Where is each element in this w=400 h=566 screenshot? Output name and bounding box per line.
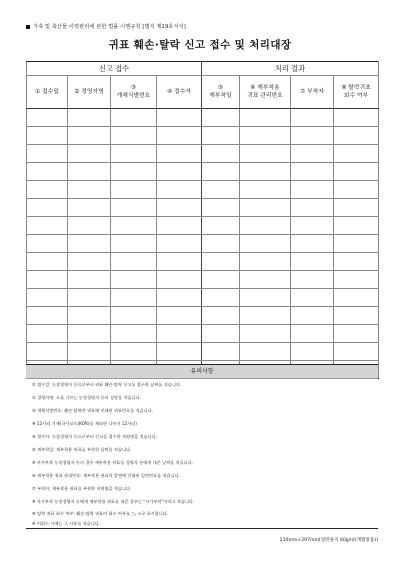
table-row xyxy=(27,217,379,235)
table-cell[interactable] xyxy=(240,289,291,307)
table-cell[interactable] xyxy=(291,343,334,361)
table-cell[interactable] xyxy=(27,199,68,217)
table-cell[interactable] xyxy=(334,271,379,289)
table-cell[interactable] xyxy=(68,109,111,127)
table-body xyxy=(27,109,379,379)
table-cell[interactable] xyxy=(68,271,111,289)
table-row xyxy=(27,199,379,217)
column-header-manager-name: ② 경영자명 xyxy=(68,76,111,109)
table-cell[interactable] xyxy=(291,163,334,181)
table-cell[interactable] xyxy=(27,235,68,253)
table-cell[interactable] xyxy=(334,253,379,271)
table-cell[interactable] xyxy=(157,343,202,361)
table-row xyxy=(27,289,379,307)
table-cell[interactable] xyxy=(27,181,68,199)
table-cell[interactable] xyxy=(240,217,291,235)
table-cell[interactable] xyxy=(68,127,111,145)
column-header-identification-number: ③ 개체식별번호 xyxy=(111,76,157,109)
table-cell[interactable] xyxy=(68,217,111,235)
table-cell[interactable] xyxy=(334,289,379,307)
table-cell[interactable] xyxy=(111,163,157,181)
table-cell[interactable] xyxy=(291,181,334,199)
table-cell[interactable] xyxy=(202,217,240,235)
table-cell[interactable] xyxy=(68,289,111,307)
table-cell[interactable] xyxy=(111,127,157,145)
table-cell[interactable] xyxy=(157,163,202,181)
table-cell[interactable] xyxy=(68,307,111,325)
table-cell[interactable] xyxy=(202,181,240,199)
table-cell[interactable] xyxy=(157,127,202,145)
table-cell[interactable] xyxy=(157,235,202,253)
table-cell[interactable] xyxy=(111,307,157,325)
table-cell[interactable] xyxy=(202,127,240,145)
table-cell[interactable] xyxy=(202,163,240,181)
note-item: ⑥ 재부착용 귀표 관리번호: 재부착용 귀표의 앞면에 인쇄된 일련번호를 적습니다. xyxy=(32,473,180,478)
table-cell[interactable] xyxy=(291,325,334,343)
table-cell[interactable] xyxy=(334,307,379,325)
table-cell[interactable] xyxy=(68,253,111,271)
table-cell[interactable] xyxy=(111,109,157,127)
table-cell[interactable] xyxy=(68,199,111,217)
table-cell[interactable] xyxy=(240,181,291,199)
table-cell[interactable] xyxy=(111,253,157,271)
table-cell[interactable] xyxy=(68,325,111,343)
table-cell[interactable] xyxy=(157,109,202,127)
table-cell[interactable] xyxy=(27,145,68,163)
table-cell[interactable] xyxy=(291,217,334,235)
table-row xyxy=(27,307,379,325)
notes-section xyxy=(26,378,378,529)
table-cell[interactable] xyxy=(291,109,334,127)
table-cell[interactable] xyxy=(157,181,202,199)
table-cell[interactable] xyxy=(111,271,157,289)
table-cell[interactable] xyxy=(111,343,157,361)
table-row xyxy=(27,109,379,127)
table-cell[interactable] xyxy=(157,217,202,235)
table-cell[interactable] xyxy=(157,199,202,217)
table-cell[interactable] xyxy=(202,289,240,307)
note-item: ※ 12자리 기재(국가코드(KOR)를 제외한 나머지 12자리) xyxy=(32,421,137,426)
table-cell[interactable] xyxy=(157,307,202,325)
table-cell[interactable] xyxy=(111,289,157,307)
table-cell[interactable] xyxy=(68,343,111,361)
table-cell[interactable] xyxy=(111,181,157,199)
table-cell[interactable] xyxy=(334,145,379,163)
table-cell[interactable] xyxy=(202,235,240,253)
table-cell[interactable] xyxy=(111,235,157,253)
table-cell[interactable] xyxy=(202,307,240,325)
column-header-tag-recovery: ⑧ 탈락귀표 회수 여부 xyxy=(334,76,379,109)
table-cell[interactable] xyxy=(291,253,334,271)
table-cell[interactable] xyxy=(291,199,334,217)
table-cell[interactable] xyxy=(240,325,291,343)
note-item: ① 접수일: 농장경영자 등으로부터 귀표 훼손·탈락 신고를 접수한 날짜를 적습니다. xyxy=(32,382,182,387)
table-row xyxy=(27,343,379,361)
table-cell[interactable] xyxy=(27,289,68,307)
table-cell[interactable] xyxy=(291,127,334,145)
table-cell[interactable] xyxy=(202,271,240,289)
table-cell[interactable] xyxy=(111,199,157,217)
table-cell[interactable] xyxy=(334,199,379,217)
table-cell[interactable] xyxy=(202,343,240,361)
note-item: ③ 개체식별번호: 훼손·탈락한 귀표에 인쇄된 귀표번호를 적습니다. xyxy=(32,408,153,413)
table-cell[interactable] xyxy=(334,109,379,127)
table-cell[interactable] xyxy=(27,163,68,181)
table-cell[interactable] xyxy=(157,289,202,307)
table-cell[interactable] xyxy=(202,109,240,127)
table-cell[interactable] xyxy=(240,163,291,181)
table-row xyxy=(27,253,379,271)
table-cell[interactable] xyxy=(27,109,68,127)
column-header-reattach-date: ⑤ 재부착일 xyxy=(202,76,240,109)
table-cell[interactable] xyxy=(291,289,334,307)
table-cell[interactable] xyxy=(291,307,334,325)
table-cell[interactable] xyxy=(334,343,379,361)
table-cell[interactable] xyxy=(68,181,111,199)
table-cell[interactable] xyxy=(240,253,291,271)
table-cell[interactable] xyxy=(334,217,379,235)
group-header-result: 처리 결과 xyxy=(202,62,379,76)
table-cell[interactable] xyxy=(27,307,68,325)
table-cell[interactable] xyxy=(27,253,68,271)
note-item: ※ 미회수 시에는 그 사유를 적습니다. xyxy=(32,521,101,526)
register-table xyxy=(26,61,379,379)
table-cell[interactable] xyxy=(157,253,202,271)
paper-size-footer: 210mm×297mm[일반용지 60g/㎡(재활용품)] xyxy=(279,538,378,543)
table-cell[interactable] xyxy=(334,127,379,145)
table-cell[interactable] xyxy=(111,325,157,343)
table-row xyxy=(27,235,379,253)
note-item: ④ 접수자: 농장경영자 등으로부터 신고를 접수한 직원명을 적습니다. xyxy=(32,434,158,439)
table-cell[interactable] xyxy=(202,325,240,343)
table-cell[interactable] xyxy=(202,145,240,163)
table-cell[interactable] xyxy=(240,109,291,127)
table-cell[interactable] xyxy=(111,217,157,235)
note-item: ⑤ 재부착일: 재부착용 귀표를 부착한 날짜를 적습니다. xyxy=(32,447,132,452)
table-cell[interactable] xyxy=(27,217,68,235)
table-cell[interactable] xyxy=(334,235,379,253)
table-cell[interactable] xyxy=(68,235,111,253)
square-bullet-icon xyxy=(26,25,30,29)
table-cell[interactable] xyxy=(334,181,379,199)
table-row xyxy=(27,127,379,145)
note-item: ※ 자가부착 농장경영자 등에게 재부착용 귀표를 내준 경우는 "자가부착"이라고 적습니다. xyxy=(32,499,195,504)
table-cell[interactable] xyxy=(157,271,202,289)
note-item: ※ 자가부착 농장경영자 등의 경우 재부착용 귀표를 경영자 등에게 내준 날짜를 적습니다. xyxy=(32,460,194,465)
note-item: ⑧ 탈락 귀표 회수 여부: 훼손·탈락 귀표의 회수 여부를 ○, ×로 표시합니다. xyxy=(32,511,169,516)
table-cell[interactable] xyxy=(157,325,202,343)
table-cell[interactable] xyxy=(291,145,334,163)
table-cell[interactable] xyxy=(111,145,157,163)
column-header-tag-management-number: ⑥ 재부착용 귀표 관리번호 xyxy=(240,76,291,109)
column-header-attacher: ⑦ 부착자 xyxy=(291,76,334,109)
table-cell[interactable] xyxy=(291,271,334,289)
form-reference xyxy=(26,23,186,30)
table-row xyxy=(27,163,379,181)
form-reference-text: 가축 및 축산물 이력관리에 관한 법률 시행규칙 [별지 제19호서식] xyxy=(33,24,186,30)
table-cell[interactable] xyxy=(157,145,202,163)
table-cell[interactable] xyxy=(68,163,111,181)
table-row xyxy=(27,325,379,343)
table-row xyxy=(27,181,379,199)
table-cell[interactable] xyxy=(240,343,291,361)
group-header-receipt: 신고 접수 xyxy=(27,62,202,76)
note-item: ② 경영자명: 소를 기르는 농장경영자 등의 성명을 적습니다. xyxy=(32,395,141,400)
table-cell[interactable] xyxy=(240,307,291,325)
table-cell[interactable] xyxy=(240,235,291,253)
table-cell[interactable] xyxy=(202,199,240,217)
column-header-receiver: ④ 접수자 xyxy=(157,76,202,109)
table-cell[interactable] xyxy=(68,145,111,163)
table-cell[interactable] xyxy=(240,127,291,145)
table-row xyxy=(27,145,379,163)
table-row xyxy=(27,271,379,289)
note-item: ⑦ 부착자: 재부착용 귀표를 부착한 직원명을 적습니다. xyxy=(32,486,132,491)
table-cell[interactable] xyxy=(27,127,68,145)
column-header-receipt-date: ① 접수일 xyxy=(27,76,68,109)
notes-title: 유의사항 xyxy=(26,364,378,379)
table-cell[interactable] xyxy=(202,253,240,271)
table-cell[interactable] xyxy=(27,271,68,289)
table-cell[interactable] xyxy=(334,325,379,343)
table-cell[interactable] xyxy=(240,145,291,163)
table-cell[interactable] xyxy=(291,235,334,253)
table-cell[interactable] xyxy=(240,271,291,289)
table-cell[interactable] xyxy=(27,325,68,343)
table-cell[interactable] xyxy=(334,163,379,181)
table-cell[interactable] xyxy=(27,343,68,361)
page-title: 귀표 훼손·탈락 신고 접수 및 처리대장 xyxy=(108,39,292,51)
table-cell[interactable] xyxy=(240,199,291,217)
